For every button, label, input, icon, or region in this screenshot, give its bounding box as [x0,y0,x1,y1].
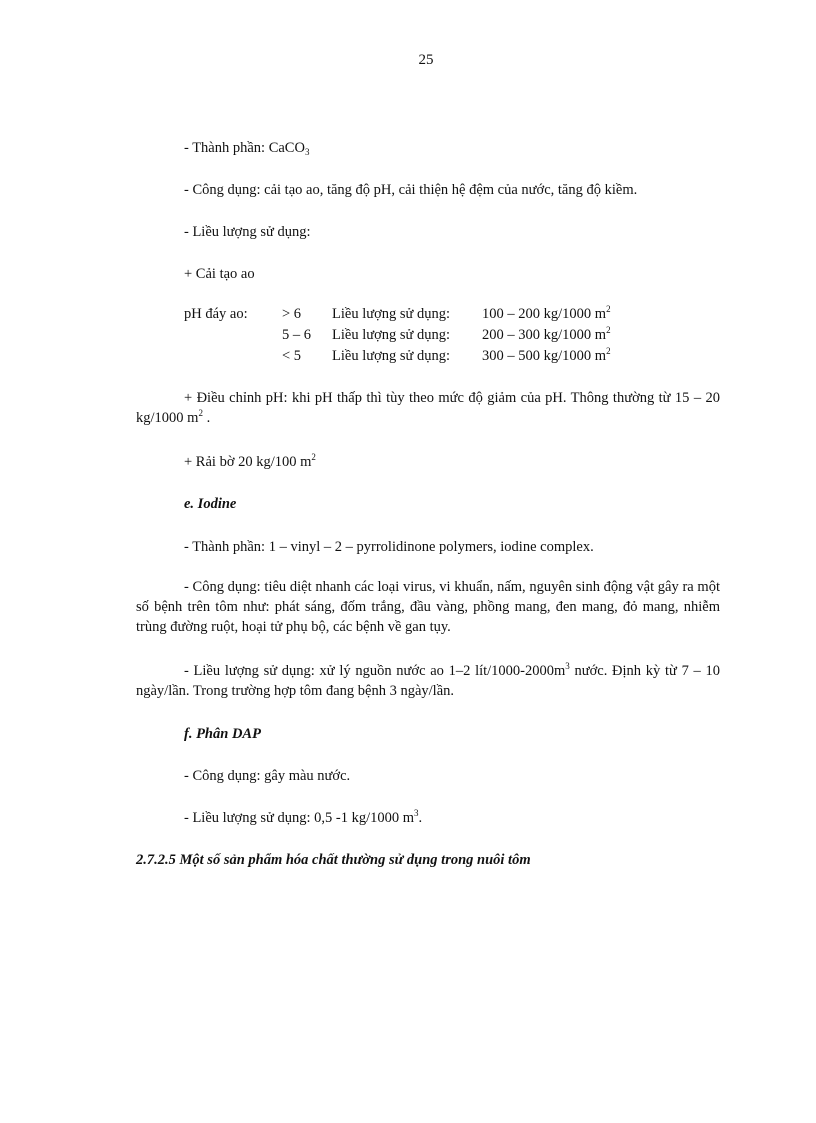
dose-amount: 200 – 300 kg/1000 $m^2$ [482,325,611,343]
usage-f-line: - Công dụng: gây màu nước. [184,768,351,784]
dosage-e-paragraph: - Liều lượng sử dụng: xử lý nguồn nước ao 1–2 lít/$1000-2000m^3$ nước. Định kỳ từ 7 – 10 ngày/lần. Trong trường hợp tôm đang bệnh 3 ngày/lần. [136,661,720,699]
dose-row [184,325,744,345]
ph-range: < 5 [282,348,302,364]
subsection-heading: 2.7.2.5 Một số sản phẩm hóa chất thường sử dụng trong nuôi tôm [136,852,531,868]
composition-e-line: - Thành phần: 1 – vinyl – 2 – pyrrolidinone polymers, iodine complex. [184,539,594,555]
usage-line: - Công dụng: cải tạo ao, tăng độ pH, cải thiện hệ đệm của nước, tăng độ kiềm. [184,182,638,198]
dose-amount: 300 – 500 kg/1000 $m^2$ [482,346,611,364]
dose-row [184,304,744,324]
section-f-heading: f. Phân DAP [184,726,261,742]
dosage-f-line: - Liều lượng sử dụng: 0,5 -1 kg/1000 $m^3$. [184,808,423,826]
dose-amount: 100 – 200 kg/1000 $m^2$ [482,304,611,322]
dose-text: Liều lượng sử dụng: [332,348,451,364]
composition-line: - Thành phần: CaCO$_3$ [184,140,310,157]
dose-row [184,346,744,366]
dose-text: Liều lượng sử dụng: [332,327,451,343]
bank-spread-line: + Rải bờ 20 kg/100 $m^2$ [184,452,316,470]
section-e-heading: e. Iodine [184,496,237,512]
page-number: 25 [418,52,434,68]
ph-adjust-paragraph: + Điều chỉnh pH: khi pH thấp thì tùy theo mức độ giảm của pH. Thông thường từ 15 – 20 kg/1000 $m^2$ . [136,390,720,426]
dosage-heading: - Liều lượng sử dụng: [184,224,311,240]
dose-text: Liều lượng sử dụng: [332,306,451,322]
pond-improvement-line: + Cải tạo ao [184,266,255,282]
ph-range: 5 – 6 [282,327,311,343]
ph-range: > 6 [282,306,302,322]
ph-label: pH đáy ao: [184,306,248,322]
usage-e-paragraph: - Công dụng: tiêu diệt nhanh các loại virus, vi khuẩn, nấm, nguyên sinh động vật gây ra một số bệnh trên tôm như: phát sáng, đốm trắng, đầu vàng, phồng mang, đen mang, đỏ mang, nhiễm trùng đường ruột, hoại tử phụ bộ, các bệnh về gan tụy. [136,579,720,635]
